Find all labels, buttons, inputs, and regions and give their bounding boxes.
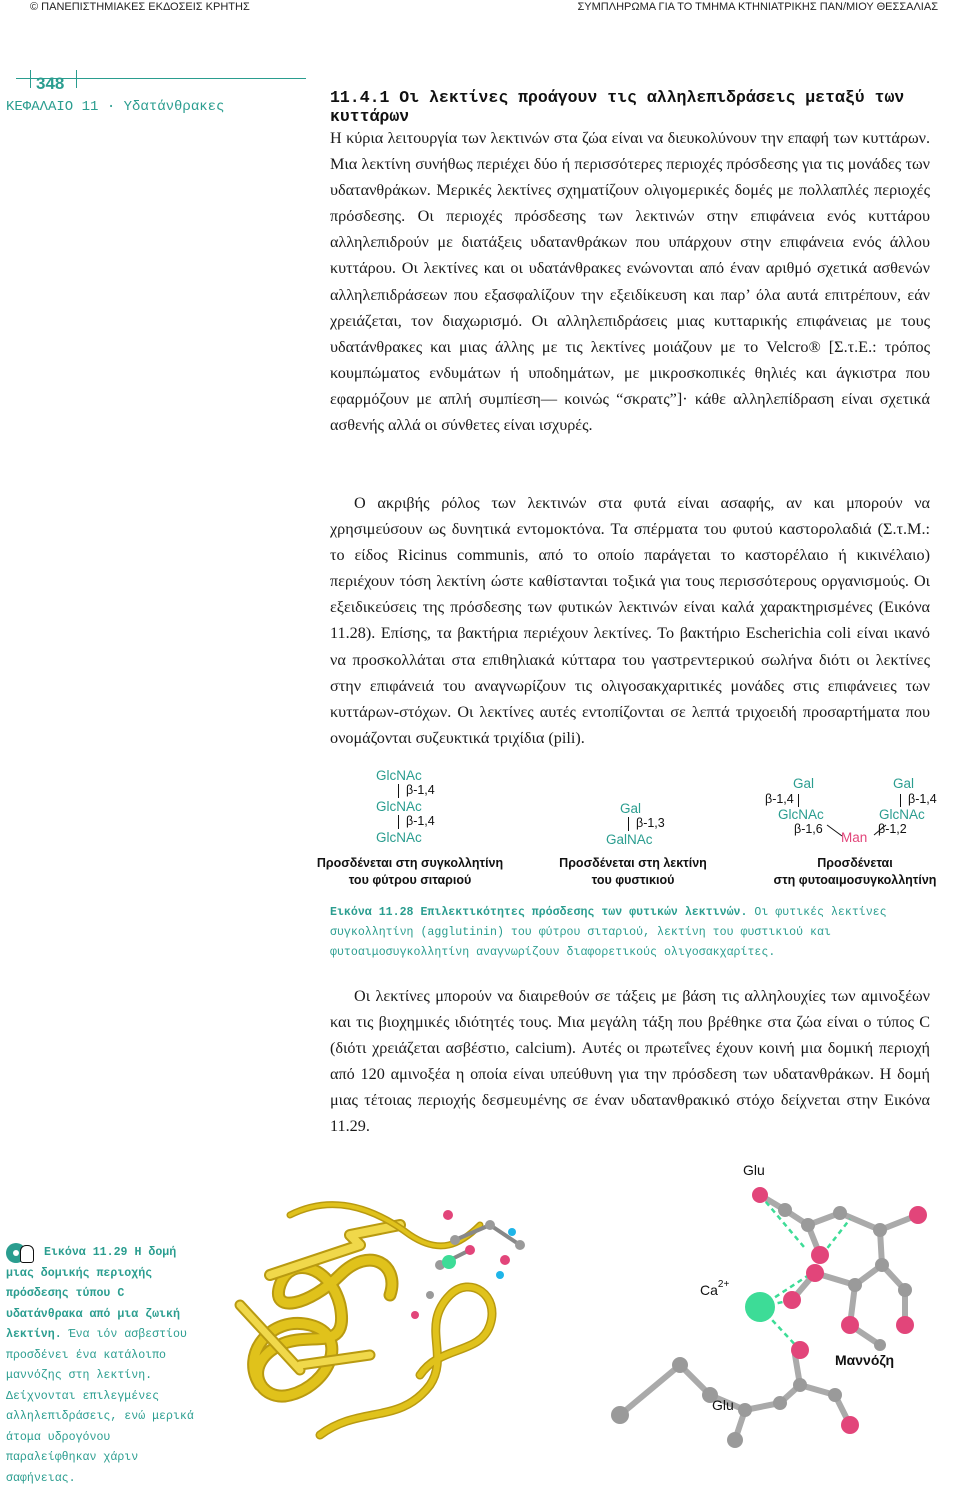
peanut-oligosaccharide xyxy=(606,801,665,847)
linkage-label: β-1,4 xyxy=(406,814,435,828)
glu-bottom-label: Glu xyxy=(712,1397,734,1413)
sugar-man: Man xyxy=(841,830,868,845)
calcium-label: $Ca^{2+}$ xyxy=(700,1279,730,1298)
sugar-glcnac-left: GlcNAc xyxy=(778,807,824,822)
sugar-glcnac: GlcNAc xyxy=(376,768,422,783)
body-paragraph-1 xyxy=(330,125,930,438)
linkage-label: β-1,3 xyxy=(636,816,665,830)
page-tick-right xyxy=(76,70,77,88)
section-title: 11.4.1 Οι λεκτίνες προάγουν τις αλληλεπιδράσεις μεταξύ των κυττάρων xyxy=(330,88,905,126)
ligand-atoms-small xyxy=(411,1210,525,1319)
sugar-glcnac: GlcNAc xyxy=(376,799,422,814)
sugar-gal-right: Gal xyxy=(893,776,915,791)
sugar-galnac: GalNAc xyxy=(606,832,653,847)
cd-icon xyxy=(6,1241,36,1263)
caption-text: Οι φυτικές λεκτίνες συγκολλητίνη (agglutinin) του φύτρου σιταριού, λεκτίνη του φυστικιού και φυτοαιμοσυγκολλητίνη αναγνωρίζουν διαφορετικούς ολιγοσακχαρίτες. xyxy=(330,906,887,959)
body-paragraph-2 xyxy=(330,490,930,751)
supplement-title: ΣΥΜΠΛΗΡΩΜΑ ΓΙΑ ΤΟ ΤΜΗΜΑ ΚΤΗΝΙΑΤΡΙΚΗΣ ΠΑΝ/ΜΙΟΥ ΘΕΣΣΑΛΙΑΣ xyxy=(577,1,938,13)
figure-11-28 xyxy=(290,768,950,898)
phytohemagglutinin-oligosaccharide xyxy=(760,768,950,853)
figure-11-29 xyxy=(200,1155,950,1445)
peanut-label: Προσδένεται στη λεκτίνη του φυστικιού xyxy=(559,856,707,887)
wheat-germ-label: Προσδένεται στη συγκολλητίνη του φύτρου σιταριού xyxy=(316,856,504,887)
page-number: 348 xyxy=(36,74,65,93)
figure-11-29-caption xyxy=(6,1241,196,1489)
paragraph-text: Η κύρια λειτουργία των λεκτινών στα ζώα είναι να διευκολύνουν την επαφή των κυττάρων. Μια λεκτίνη συνήθως περιέχει δύο ή περισσότερες περιοχές πρόσδεσης για τις μονάδες των υδατανθράκων. Μερικές λεκτίνες σχηματίζουν ολιγομερικές δομές με πολλαπλές περιοχές πρόσδεσης. Οι περιοχές πρόσδεσης των λεκτινών στην επιφάνεια ενός κυττάρου αλληλεπιδρούν με διατάξεις υδατανθράκων που υπάρχουν στην επιφάνεια ενός άλλου κυττάρου. Οι λεκτίνες και οι υδατάνθρακες ενώνονται από έναν αριθμό σχετικά ασθενών αλληλεπιδράσεων που εξασφαλίζουν την εξειδίκευση και παρ’ όλα αυτά επιτρέπουν, εάν χρειάζεται, τον διαχωρισμό. Οι αλληλεπιδράσεις μιας κυτταρικής επιφάνειας με τους υδατάνθρακες και μιας άλλης με τις λεκτίνες μοιάζουν με το Velcro® [Σ.τ.Ε.: τρόπος κουμπώματος ενδυμάτων ή υποδημάτων, με μικροσκοπικές θηλιές και άγκιστρα που εφαρμόζουν με απλή συμπίεση— κοινώς “σκρατς”]· κάθε αλληλεπίδραση είναι σχετικά ασθενής αλλά οι σύνθετες είναι ισχυρές. xyxy=(330,129,930,435)
linkage-label: β-1,4 xyxy=(765,792,794,806)
publisher-copyright: © ΠΑΝΕΠΙΣΤΗΜΙΑΚΕΣ ΕΚΔΟΣΕΙΣ ΚΡΗΤΗΣ xyxy=(30,1,250,13)
body-paragraph-3 xyxy=(330,983,930,1140)
figure-11-28-caption xyxy=(330,903,940,963)
sugar-glcnac-right: GlcNAc xyxy=(879,807,925,822)
linkage-label: β-1,4 xyxy=(908,792,937,806)
caption-title: Εικόνα 11.29 Η δομή μιας δομικής περιοχής πρόσδεσης τύπου C υδατάνθρακα από μια ζωική λεκτίνη. xyxy=(6,1246,180,1342)
linkage-label: β-1,6 xyxy=(794,822,823,836)
caption-title: Εικόνα 11.28 Επιλεκτικότητες πρόσδεσης των φυτικών λεκτινών. xyxy=(330,906,748,919)
paragraph-text: Οι λεκτίνες μπορούν να διαιρεθούν σε τάξεις με βάση τις αλληλουχίες των αμινοξέων και τις βιοχημικές ιδιότητές τους. Μια μεγάλη τάξη που βρέθηκε στα ζώα είναι ο τύπος C (διότι χρειάζεται ασβέστιο, calcium). Αυτές οι πρωτεΐνες έχουν κοινή μια δομική περιοχή από 120 αμινοξέα η οποία είναι υπεύθυνη για την πρόσδεση των υδατανθράκων. Η δομή μιας τέτοιας περιοχής δεσμευμένης σε έναν υδατανθρακικό στόχο δείχνεται στην Εικόνα 11.29. xyxy=(330,987,930,1136)
wheat-germ-oligosaccharide xyxy=(376,768,435,845)
binding-site-atoms xyxy=(611,1187,927,1448)
paragraph-text: Ο ακριβής ρόλος των λεκτινών στα φυτά είναι ασαφής, αν και μπορούν να χρησιμεύσουν ως δυνητικά εντομοκτόνα. Τα σπέρματα του φυτού καστορολαδιά (Σ.τ.Μ.: το είδος Ricinus communis, από το οποίο παράγεται το καστορέλαιο ή κικινέλαιο) περιέχουν τόση λεκτίνη ώστε καθίστανται τοξικά για τους περισσότερους οργανισμούς. Οι εξειδικεύσεις της πρόσδεσης των φυτικών λεκτινών είναι καλά χαρακτηρισμένες (Εικόνα 11.28). Επίσης, τα βακτήρια περιέχουν λεκτίνες. Το βακτήριο Escherichia coli είναι ικανό να προσκολλάται στα επιθηλιακά κύτταρα του γαστρεντερικού σωλήνα διότι οι λεκτίνες στην επιφάνειά του αναγνωρίζουν τις ολιγοσακχαριτικές μονάδες στις επιφάνειες των κυττάρων-στόχων. Οι λεκτίνες αυτές εντοπίζονται σε λεπτά τριχοειδή προσαρτήματα που ονομάζονται συζευκτικά τριχίδια (pili). xyxy=(330,494,930,747)
caption-text: Ένα ιόν ασβεστίου προσδένει ένα κατάλοιπο μαννόζης στη λεκτίνη. Δείχνονται επιλεγμένες αλληλεπιδράσεις, ενώ μερικά άτομα υδρογόνου παραλείφθηκαν χάριν σαφήνειας. xyxy=(6,1328,194,1485)
sugar-gal-left: Gal xyxy=(793,776,815,791)
top-band xyxy=(0,0,960,14)
sugar-gal: Gal xyxy=(620,801,642,816)
linkage-label: β-1,4 xyxy=(406,783,435,797)
linkage-label: β-1,2 xyxy=(878,822,907,836)
chapter-label: ΚΕΦΑΛΑΙΟ 11 · Υδατάνθρακες xyxy=(6,99,225,115)
mannose-label: Μαννόζη xyxy=(835,1352,895,1368)
sugar-glcnac: GlcNAc xyxy=(376,830,422,845)
phytohemagglutinin-label: Προσδένεται στη φυτοαιμοσυγκολλητίνη xyxy=(773,856,937,887)
page-tick-left xyxy=(30,70,31,88)
glu-top-label: Glu xyxy=(743,1162,765,1178)
